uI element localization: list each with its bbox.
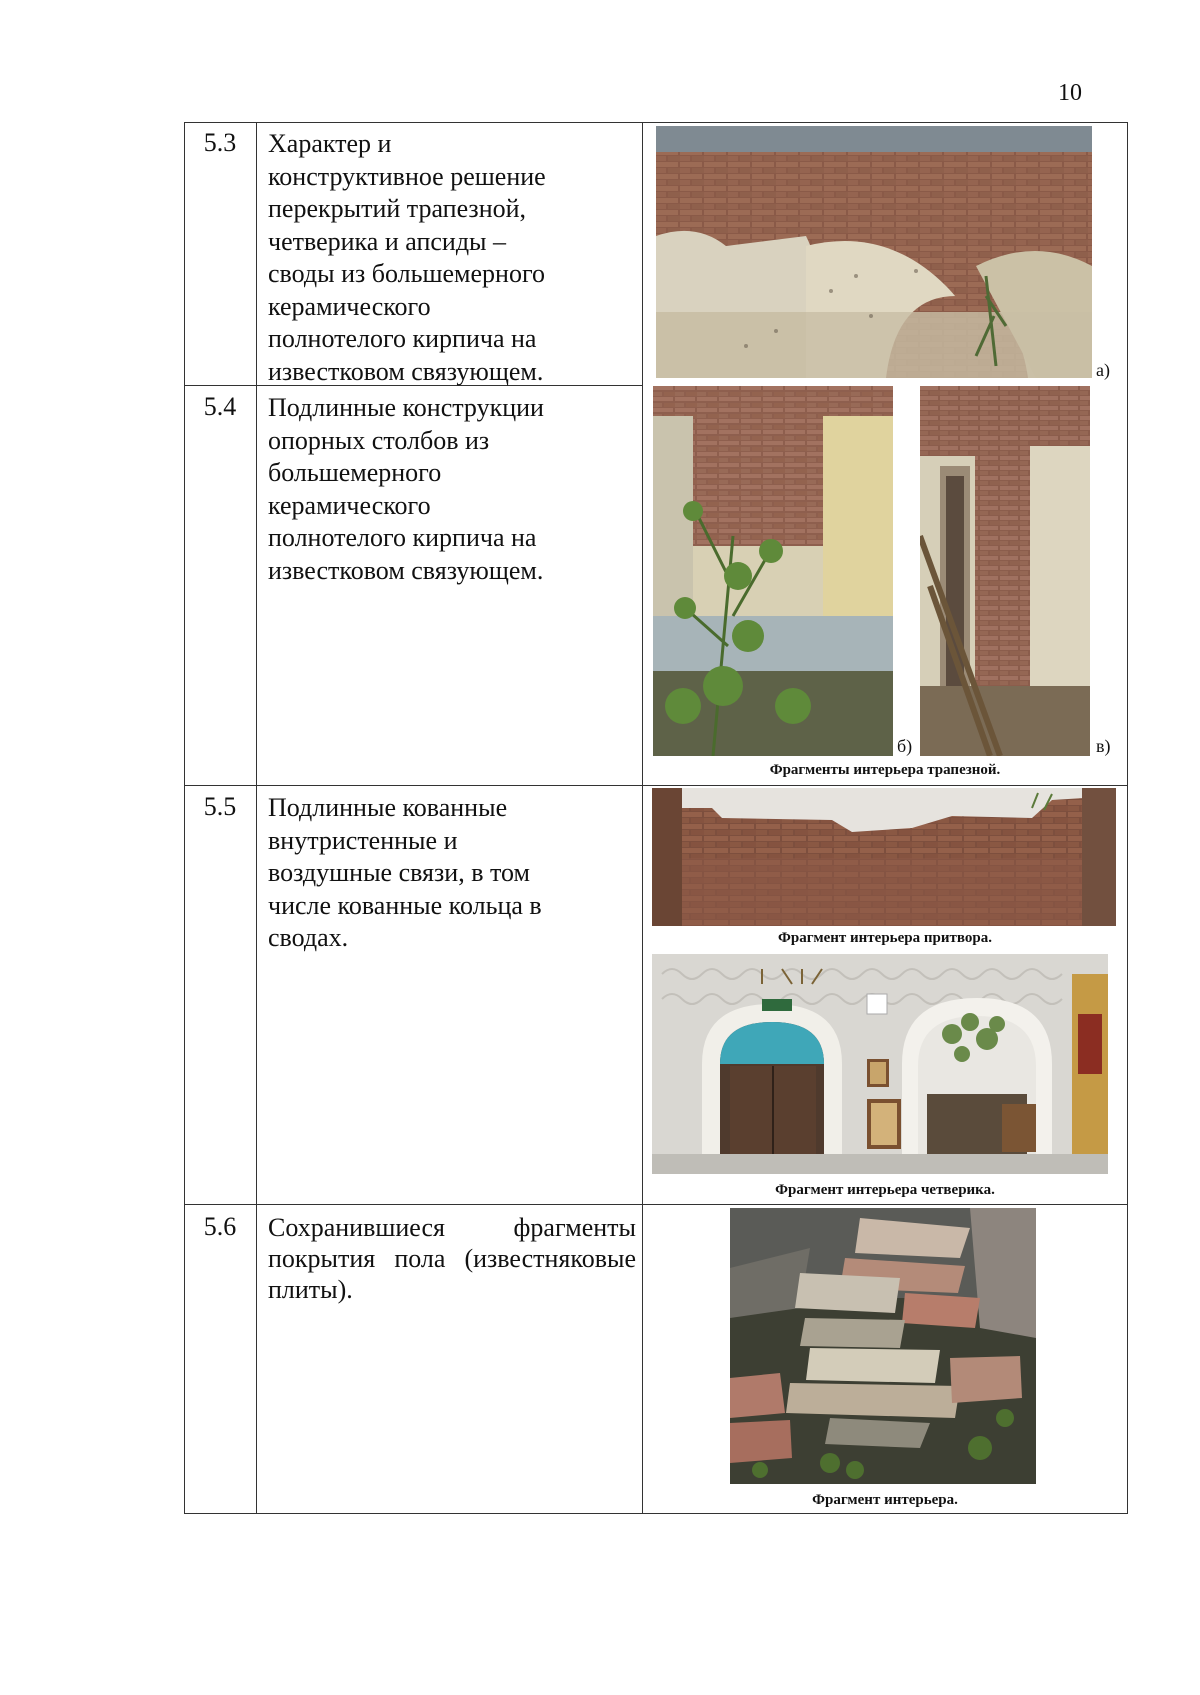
- photo-narthex: [652, 788, 1116, 926]
- row-number: 5.4: [203, 392, 237, 421]
- photo-pillar-b: [653, 386, 893, 756]
- photo-pillar-v: [920, 386, 1090, 756]
- caption-interior: Фрагмент интерьера.: [812, 1492, 958, 1508]
- row-description: Подлинные конструкции опорных столбов из большемерного керамического полнотелого кирпича на известковом связующем.: [268, 393, 544, 585]
- caption-quadrangle: Фрагмент интерьера четверика.: [775, 1182, 995, 1198]
- photo-quadrangle: [652, 954, 1108, 1174]
- caption-refectory: Фрагменты интерьера трапезной.: [769, 762, 1001, 778]
- document-table: [184, 122, 1128, 1514]
- row-description: Подлинные кованные внутристенные и воздушные связи, в том числе кованные кольца в сводах.: [268, 793, 542, 952]
- photo-vault-wall: [656, 126, 1092, 378]
- row-number: 5.5: [203, 792, 237, 821]
- label-a: а): [1096, 360, 1110, 380]
- page-number: 10: [1058, 80, 1082, 106]
- caption-narthex: Фрагмент интерьера притвора.: [778, 930, 992, 946]
- row-description: Характер и конструктивное решение перекрытий трапезной, четверика и апсиды – своды из большемерного керамического полнотелого кирпича на известковом связующем.: [268, 129, 546, 386]
- row-number: 5.3: [203, 128, 237, 157]
- label-v: в): [1096, 736, 1111, 756]
- row-number: 5.6: [203, 1212, 237, 1241]
- label-b: б): [897, 736, 913, 756]
- photo-limestone-slabs: [730, 1208, 1036, 1484]
- row-description: Сохранившиеся фрагменты покрытия пола (известняковые плиты).: [268, 1213, 636, 1304]
